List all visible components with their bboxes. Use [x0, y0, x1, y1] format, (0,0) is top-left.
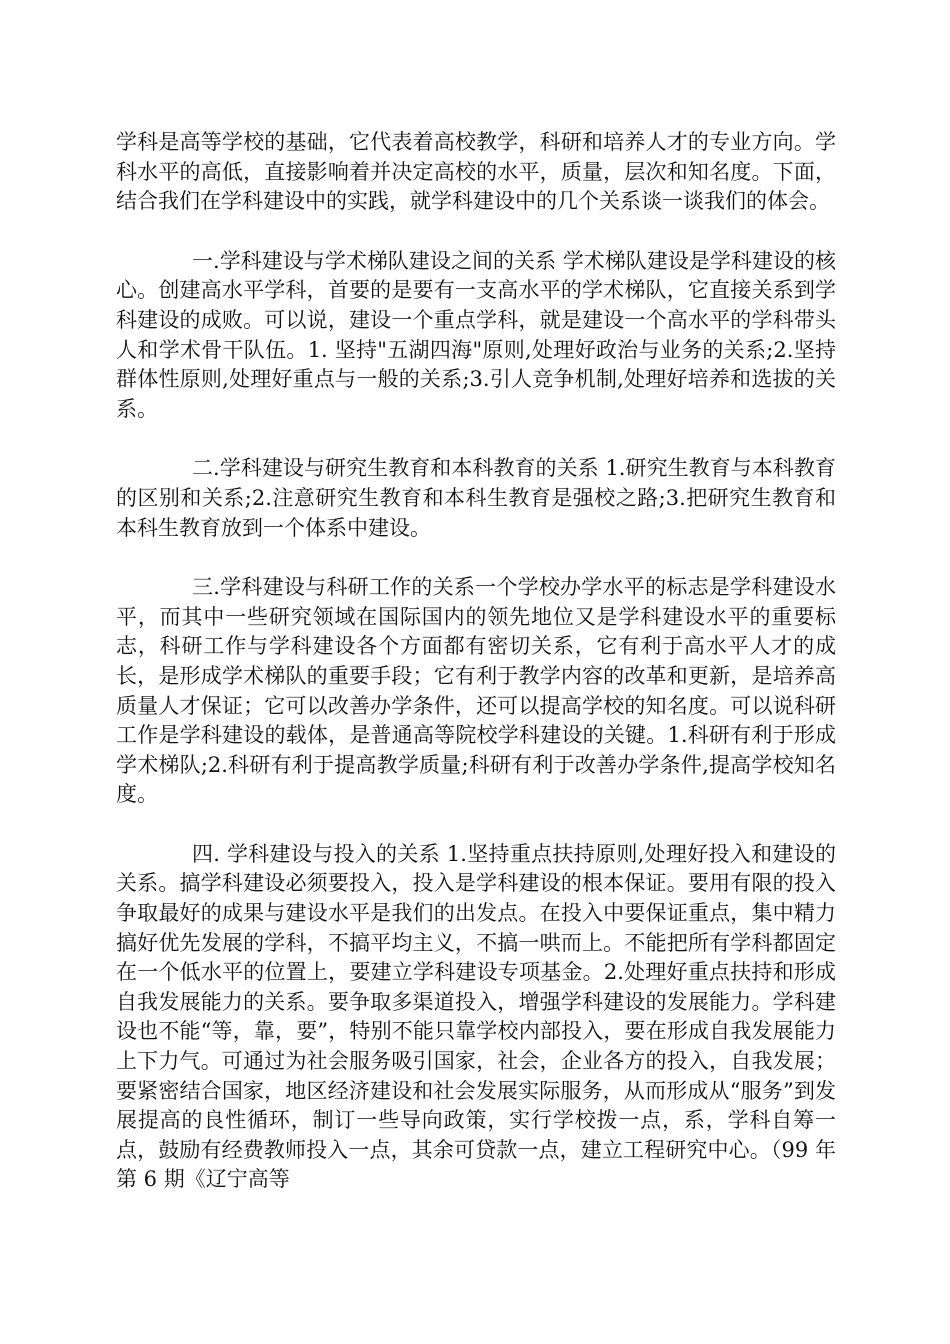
document-page — [116, 128, 836, 1225]
section-one-paragraph: 一.学科建设与学术梯队建设之间的关系 学术梯队建设是学科建设的核心。创建高水平学科，首要的是要有一支高水平的学术梯队，它直接关系到学科建设的成败。可以说，建设一个重点学科，就是建设一个高水平的学科带头人和学术骨干队伍。1. 坚持"五湖四海"原则,处理好政治与业务的关系;2.坚持群体性原则,处理好重点与一般的关系;3.引人竞争机制,处理好培养和选拔的关系。 — [116, 248, 836, 421]
intro-paragraph: 学科是高等学校的基础，它代表着高校教学，科研和培养人才的专业方向。学科水平的高低，直接影响着并决定高校的水平，质量，层次和知名度。下面，结合我们在学科建设中的实践，就学科建设中的几个关系谈一谈我们的体会。 — [116, 130, 836, 214]
section-four-paragraph: 四. 学科建设与投入的关系 1.坚持重点扶持原则,处理好投入和建设的关系。搞学科建设必须要投入，投入是学科建设的根本保证。要用有限的投入争取最好的成果与建设水平是我们的出发点。在投入中要保证重点，集中精力搞好优先发展的学科，不搞平均主义，不搞一哄而上。不能把所有学科都固定在一个低水平的位置上，要建立学科建设专项基金。2.处理好重点扶持和形成自我发展能力的关系。要争取多渠道投入，增强学科建设的发展能力。学科建设也不能“等，靠，要”，特别不能只靠学校内部投入，要在形成自我发展能力上下力气。可通过为社会服务吸引国家，社会，企业各方的投入，自我发展；要紧密结合国家，地区经济建设和社会发展实际服务，从而形成从“服务”到发展提高的良性循环，制订一些导向政策，实行学校拨一点，系，学科自筹一点，鼓励有经费教师投入一点，其余可贷款一点，建立工程研究中心。（99 年第 6 期《辽宁高等 — [116, 841, 836, 1192]
section-two-paragraph: 二.学科建设与研究生教育和本科教育的关系 1.研究生教育与本科教育的区别和关系;2.注意研究生教育和本科生教育是强校之路;3.把研究生教育和本科生教育放到一个体系中建设。 — [116, 456, 836, 540]
section-three-paragraph: 三.学科建设与科研工作的关系一个学校办学水平的标志是学科建设水平，而其中一些研究领域在国际国内的领先地位又是学科建设水平的重要标志，科研工作与学科建设各个方面都有密切关系，它有利于高水平人才的成长，是形成学术梯队的重要手段；它有利于教学内容的改革和更新，是培养高质量人才保证；它可以改善办学条件，还可以提高学校的知名度。可以说科研工作是学科建设的载体，是普通高等院校学科建设的关键。1.科研有利于形成学术梯队;2.科研有利于提高教学质量;科研有利于改善办学条件,提高学校知名度。 — [116, 575, 836, 807]
